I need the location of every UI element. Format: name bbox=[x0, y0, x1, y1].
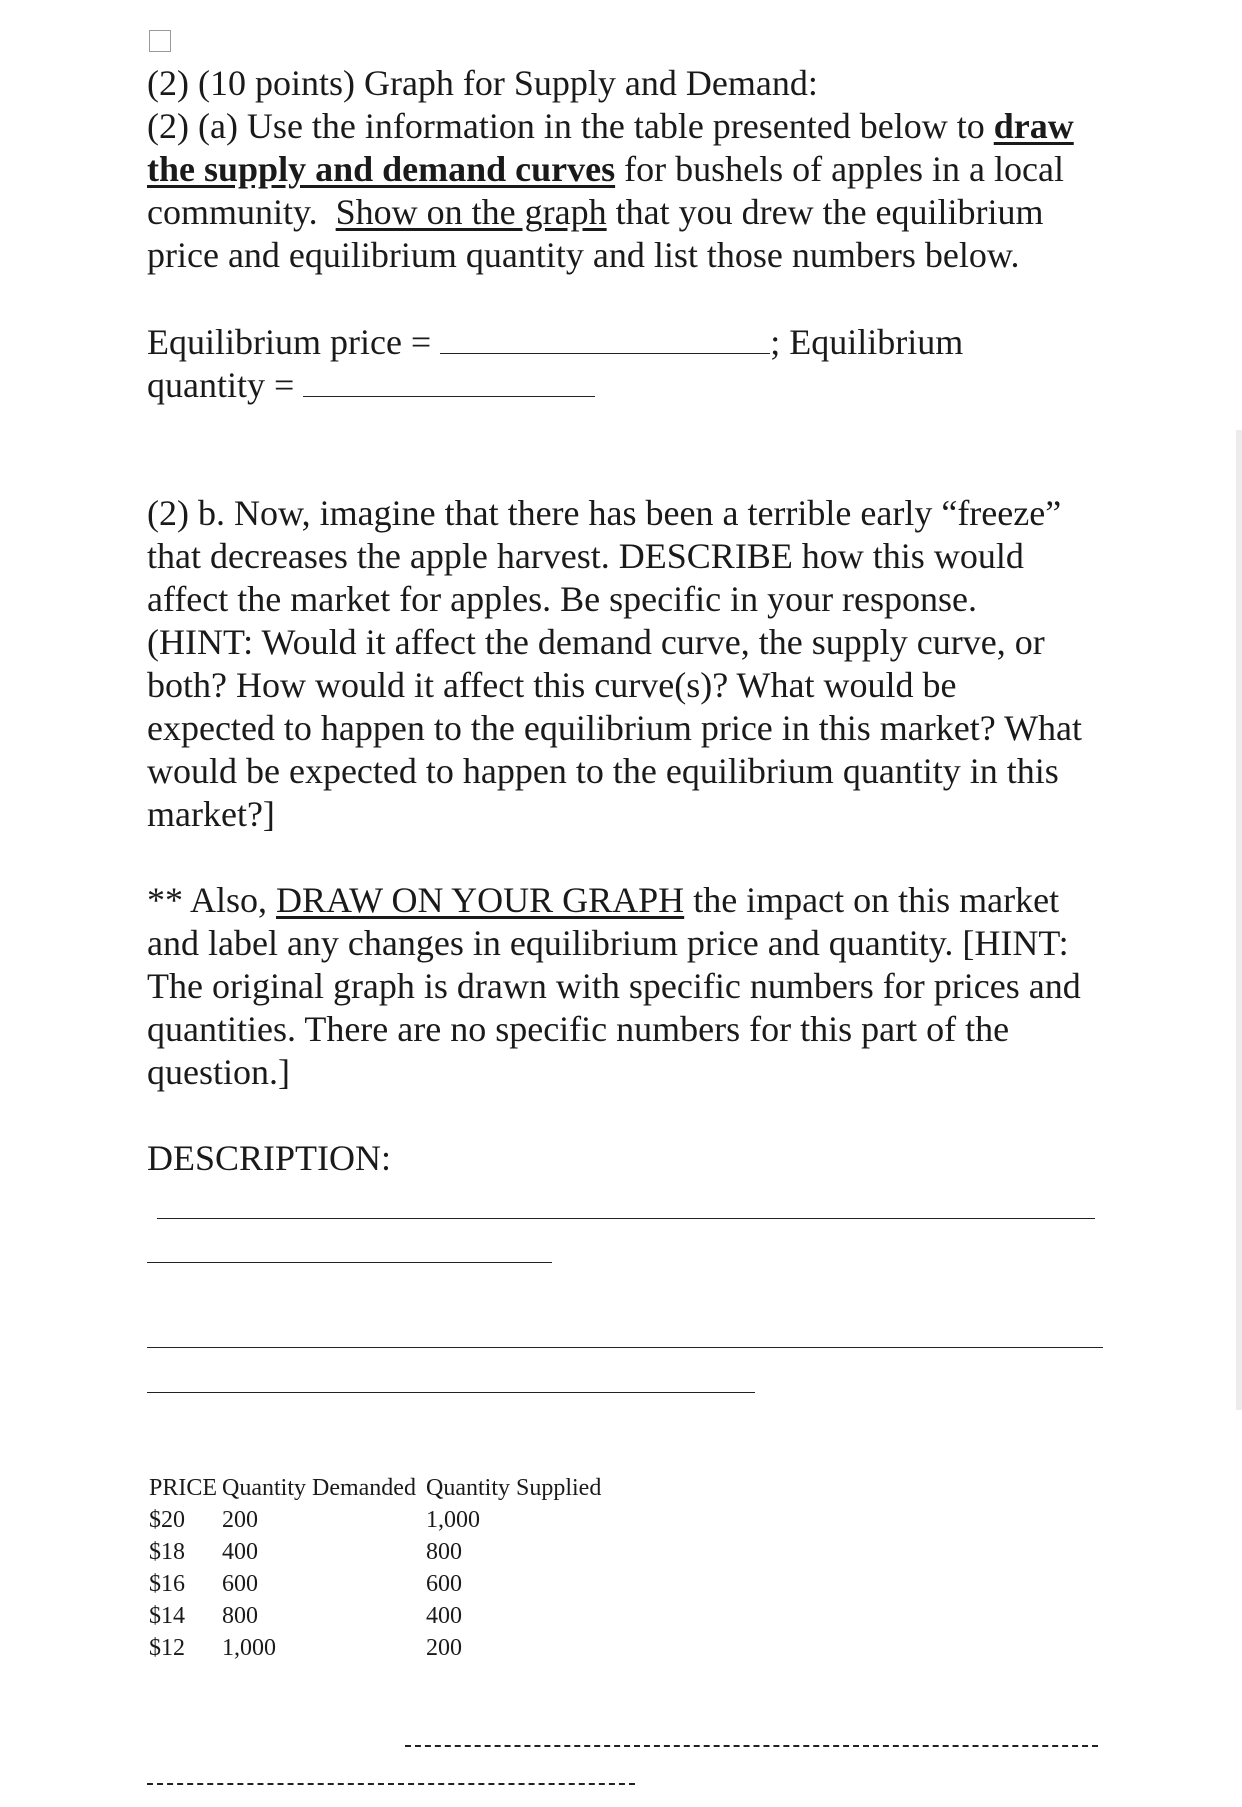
page-edge-shadow bbox=[1236, 430, 1242, 1410]
table-cell-demanded: 800 bbox=[222, 1603, 258, 1629]
part-a-text-3: that you drew the equilibrium bbox=[615, 192, 1044, 232]
bold-draw: draw bbox=[993, 106, 1074, 146]
table-cell-demanded: 1,000 bbox=[222, 1635, 276, 1661]
equilibrium-line-2 bbox=[147, 364, 963, 407]
also-line-1 bbox=[147, 879, 1081, 922]
description-label: DESCRIPTION: bbox=[147, 1138, 392, 1178]
part-b-block bbox=[147, 492, 1082, 836]
part-a-line-3 bbox=[147, 191, 1074, 234]
part-a-line-1 bbox=[147, 105, 1074, 148]
equilibrium-price-blank[interactable] bbox=[440, 323, 770, 354]
table-cell-supplied: 600 bbox=[426, 1571, 462, 1597]
table-cell-supplied: 1,000 bbox=[426, 1507, 480, 1533]
part-b-line: expected to happen to the equilibrium price in this market? What bbox=[147, 708, 1083, 748]
table-header-price: PRICE bbox=[149, 1475, 218, 1501]
also-line: and label any changes in equilibrium price and quantity. [HINT: bbox=[147, 923, 1069, 963]
table-cell-demanded: 400 bbox=[222, 1539, 258, 1565]
table-cell-price: $12 bbox=[149, 1635, 185, 1661]
answer-line[interactable] bbox=[147, 1262, 552, 1263]
table-cell-price: $20 bbox=[149, 1507, 185, 1533]
part-b-line: both? How would it affect this curve(s)? What would be bbox=[147, 665, 957, 705]
table-cell-price: $18 bbox=[149, 1539, 185, 1565]
part-a-block bbox=[147, 62, 1074, 277]
part-a-line-4: price and equilibrium quantity and list those numbers below. bbox=[147, 235, 1020, 275]
part-a-line-2 bbox=[147, 148, 1074, 191]
part-a-lead: (2) (a) Use the information in the table presented below to bbox=[147, 106, 985, 146]
part-b-line: would be expected to happen to the equilibrium quantity in this bbox=[147, 751, 1059, 791]
part-b-line: affect the market for apples. Be specific in your response. bbox=[147, 579, 978, 619]
also-line: question.] bbox=[147, 1052, 290, 1092]
table-cell-supplied: 200 bbox=[426, 1635, 462, 1661]
part-b-line: market?] bbox=[147, 794, 275, 834]
dashed-divider bbox=[147, 1783, 635, 1785]
also-line: quantities. There are no specific numbers for this part of the bbox=[147, 1009, 1010, 1049]
table-cell-price: $16 bbox=[149, 1571, 185, 1597]
answer-line[interactable] bbox=[157, 1218, 1095, 1219]
equilibrium-quantity-label-1: Equilibrium bbox=[789, 322, 964, 362]
equilibrium-quantity-label-2: quantity = bbox=[147, 365, 295, 405]
checkbox[interactable] bbox=[149, 30, 171, 52]
part-a-text-1: for bushels of apples in a local bbox=[624, 149, 1064, 189]
part-b-line: (HINT: Would it affect the demand curve, the supply curve, or bbox=[147, 622, 1045, 662]
table-header-demanded: Quantity Demanded bbox=[222, 1475, 416, 1501]
bold-curves: the supply and demand curves bbox=[147, 149, 616, 189]
equilibrium-line-1 bbox=[147, 321, 963, 364]
also-block bbox=[147, 879, 1081, 1094]
table-cell-supplied: 800 bbox=[426, 1539, 462, 1565]
underlined-show-graph: Show on the graph bbox=[335, 192, 607, 232]
part-a-text-2: community. bbox=[147, 192, 318, 232]
question-header: (2) (10 points) Graph for Supply and Demand: bbox=[147, 63, 818, 103]
table-header-supplied: Quantity Supplied bbox=[426, 1475, 602, 1501]
equilibrium-separator: ; bbox=[770, 322, 781, 362]
part-b-line: (2) b. Now, imagine that there has been a terrible early “freeze” bbox=[147, 493, 1062, 533]
table-cell-demanded: 600 bbox=[222, 1571, 258, 1597]
dashed-divider bbox=[405, 1745, 1098, 1747]
answer-line[interactable] bbox=[147, 1347, 1103, 1348]
equilibrium-price-label: Equilibrium price = bbox=[147, 322, 432, 362]
also-rest: the impact on this market bbox=[693, 880, 1060, 920]
also-prefix: ** Also, bbox=[147, 880, 268, 920]
equilibrium-block bbox=[147, 321, 963, 407]
table-cell-price: $14 bbox=[149, 1603, 185, 1629]
equilibrium-quantity-blank[interactable] bbox=[303, 366, 595, 397]
table-cell-demanded: 200 bbox=[222, 1507, 258, 1533]
answer-line[interactable] bbox=[147, 1392, 755, 1393]
table-cell-supplied: 400 bbox=[426, 1603, 462, 1629]
part-b-line: that decreases the apple harvest. DESCRIBE how this would bbox=[147, 536, 1024, 576]
also-line: The original graph is drawn with specific numbers for prices and bbox=[147, 966, 1081, 1006]
underlined-draw-on-graph: DRAW ON YOUR GRAPH bbox=[276, 880, 685, 920]
